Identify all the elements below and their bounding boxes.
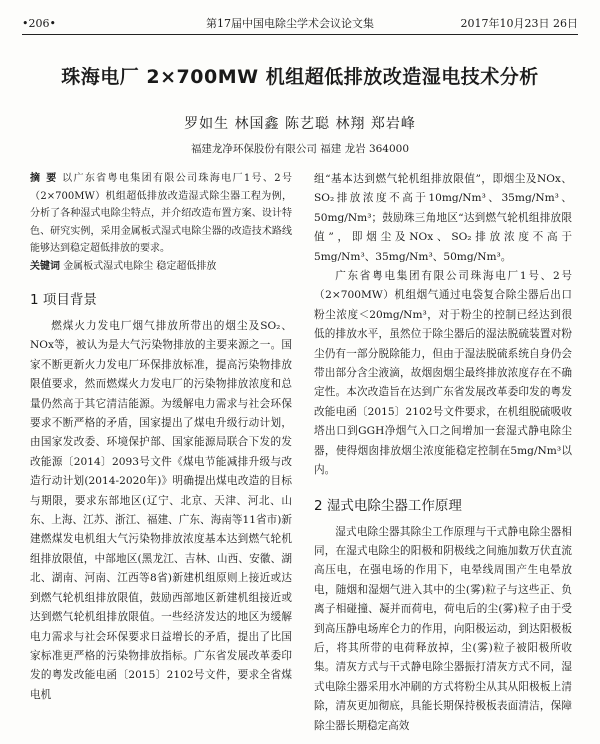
section-1-heading: 1 项目背景	[30, 292, 97, 308]
keywords-text: 金属板式湿式电除尘 稳定超低排放	[63, 260, 217, 272]
paper-authors: 罗如生 林国鑫 陈艺聪 林翔 郑岩峰	[184, 116, 416, 132]
abstract-label: 摘 要	[30, 173, 58, 184]
author-affiliation: 福建龙净环保股份有限公司 福建 龙岩 364000	[190, 143, 410, 155]
abstract	[30, 170, 292, 275]
section-1-text: 燃煤火力发电厂烟气排放所带出的烟尘及SO₂、NOx等，被认为是大气污染物排放的主要来源之一。国家不断更新火力发电厂环保排放标准，提高污染物排放限值要求，然而燃煤火力发电厂的污染物排放浓度和总量仍然高于其它清洁能源。为缓解电力需求与社会环保要求不断严格的矛盾，国家提出了煤电升级行动计划，由国家发改委、环境保护部、国家能源局联合下发的发改能源〔2014〕2093号文件《煤电节能减排升级与改造行动计划(2014-2020年)》明确提出煤电改造的目标与期限，要求东部地区(辽宁、北京、天津、河北、山东、上海、江苏、浙江、福建、广东、海南等11省市)新建燃煤发电机组大气污染物排放浓度基本达到燃气轮机组排放限值，中部地区(黑龙江、吉林、山西、安徽、湖北、湖南、河南、江西等8省)新建机组原则上接近或达到燃气轮机组排放限值，鼓励西部地区新建机组接近或达到燃气轮机组排放限值。一些经济发达的地区为缓解电力需求与社会环保要求日益增长的矛盾，提出了比国家标准更严格的污染物排放指标。广东省发展改革委印发的粤发改能电函〔2015〕2102号文件，要求全省煤电机	[30, 320, 292, 701]
keywords-label: 关键词	[30, 260, 60, 272]
conference-date: 2017年10月23日 26日	[460, 17, 578, 30]
section-2-text: 湿式电除尘器其除尘工作原理与干式静电除尘器相同，在湿式电除尘的阳极和阴极线之间施加数万伏直流高压电，在强电场的作用下，电晕线周围产生电晕放电，随烟和湿烟气进入其中的尘(雾)粒子与这些正、负离子相碰撞、凝并而荷电，荷电后的尘(雾)粒子由于受到高压静电场库仑力的作用，向阳极运动，到达阳极板后，将其所带的电荷释放掉，尘(雾)粒子被阳极所收集。清灰方式与干式静电除尘器振打清灰方式不同，湿式电除尘器采用水冲刷的方式将粉尘从其从阳极板上清除，清灰更加彻底，具能长期保持极板表面清洁，保障除尘器长期稳定高效	[314, 525, 572, 732]
abstract-text: 以广东省粤电集团有限公司珠海电厂1号、2号（2×700MW）机组超低排放改造湿式除尘器工程为例，分析了各种湿式电除尘特点，并介绍改造布置方案、设计特色、研究实例，采用金属板式湿式电除尘器的改造技术路线能够达到稳定超低排放的要求。	[30, 173, 292, 254]
paper-title: 珠海电厂 2×700MW 机组超低排放改造湿电技术分析	[61, 66, 539, 88]
paragraph-zhuhai-plant: 广东省粤电集团有限公司珠海电厂1号、2号（2×700MW）机组烟气通过电袋复合除尘器后出口粉尘浓度＜20mg/Nm³，对于粉尘的控制已经达到很低的排放水平，虽然位于除尘器后的湿法脱硫装置对粉尘仍有一部分脱除能力，但由于湿法脱硫系统自身仍会带出部分含尘液滴，故烟囱烟尘最终排放浓度存在不确定性。本次改造旨在达到广东省发展改革委印发的粤发改能电函〔2015〕2102号文件要求，在机组脱硫吸收塔出口到GGH净烟气入口之间增加一套湿式静电除尘器，使得烟囱排放烟尘浓度能稳定控制在5mg/Nm³以内。	[314, 270, 572, 477]
journal-name: 第17届中国电除尘学术会议论文集	[205, 17, 374, 30]
page-number: •206•	[22, 16, 56, 30]
running-header	[22, 14, 578, 35]
section-2-heading: 2 湿式电除尘器工作原理	[314, 497, 462, 514]
right-column	[314, 170, 572, 736]
paragraph-continued: 组“基本达到燃气轮机组排放限值”，即烟尘及NOx、SO₂排放浓度不高于10mg/Nm³、35mg/Nm³、50mg/Nm³；鼓励珠三角地区“达到燃气轮机组排放限值”，即烟尘及NOx、SO₂排放浓度不高于5mg/Nm³、35mg/Nm³、50mg/Nm³。	[314, 173, 572, 263]
left-column	[30, 170, 292, 705]
